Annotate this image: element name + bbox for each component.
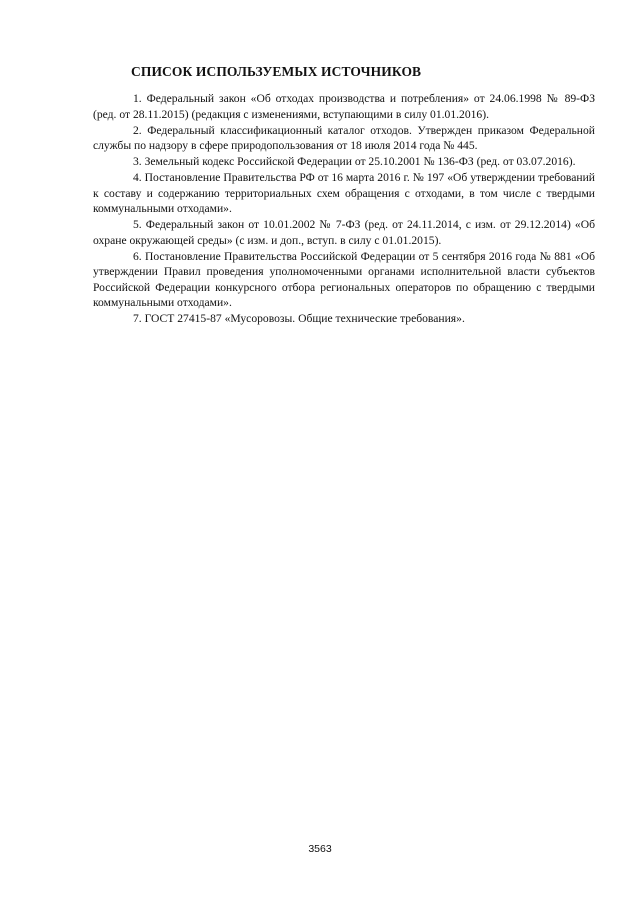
reference-item-2: 2. Федеральный классификационный каталог отходов. Утвержден приказом Федеральной службы по надзору в сфере природопользования от 18 июля 2014 года № 445. — [93, 123, 595, 152]
reference-item-1: 1. Федеральный закон «Об отходах производства и потребления» от 24.06.1998 № 89-ФЗ (ред. от 28.11.2015) (редакция с изменениями, вступающими в силу 01.01.2016). — [93, 92, 595, 121]
reference-list — [93, 91, 595, 327]
page-title: СПИСОК ИСПОЛЬЗУЕМЫХ ИСТОЧНИКОВ — [131, 64, 422, 79]
reference-item-5: 5. Федеральный закон от 10.01.2002 № 7-ФЗ (ред. от 24.11.2014, с изм. от 29.12.2014) «Об охране окружающей среды» (с изм. и доп., вступ. в силу с 01.01.2015). — [93, 218, 595, 247]
reference-item-7: 7. ГОСТ 27415-87 «Мусоровозы. Общие технические требования». — [133, 312, 465, 325]
reference-item-6: 6. Постановление Правительства Российской Федерации от 5 сентября 2016 года № 881 «Об утверждении Правил проведения уполномоченными органами исполнительной власти субъектов Российской Федерации конкурсного отбора региональных операторов по обращению с твердыми коммунальными отходами». — [93, 249, 595, 309]
reference-item-4: 4. Постановление Правительства РФ от 16 марта 2016 г. № 197 «Об утверждении требований к составу и содержанию территориальных схем обращения с отходами, в том числе с твердыми коммунальными отходами». — [93, 171, 595, 215]
reference-item-3: 3. Земельный кодекс Российской Федерации от 25.10.2001 № 136-ФЗ (ред. от 03.07.2016). — [133, 155, 576, 168]
page-number: 3563 — [308, 843, 332, 855]
